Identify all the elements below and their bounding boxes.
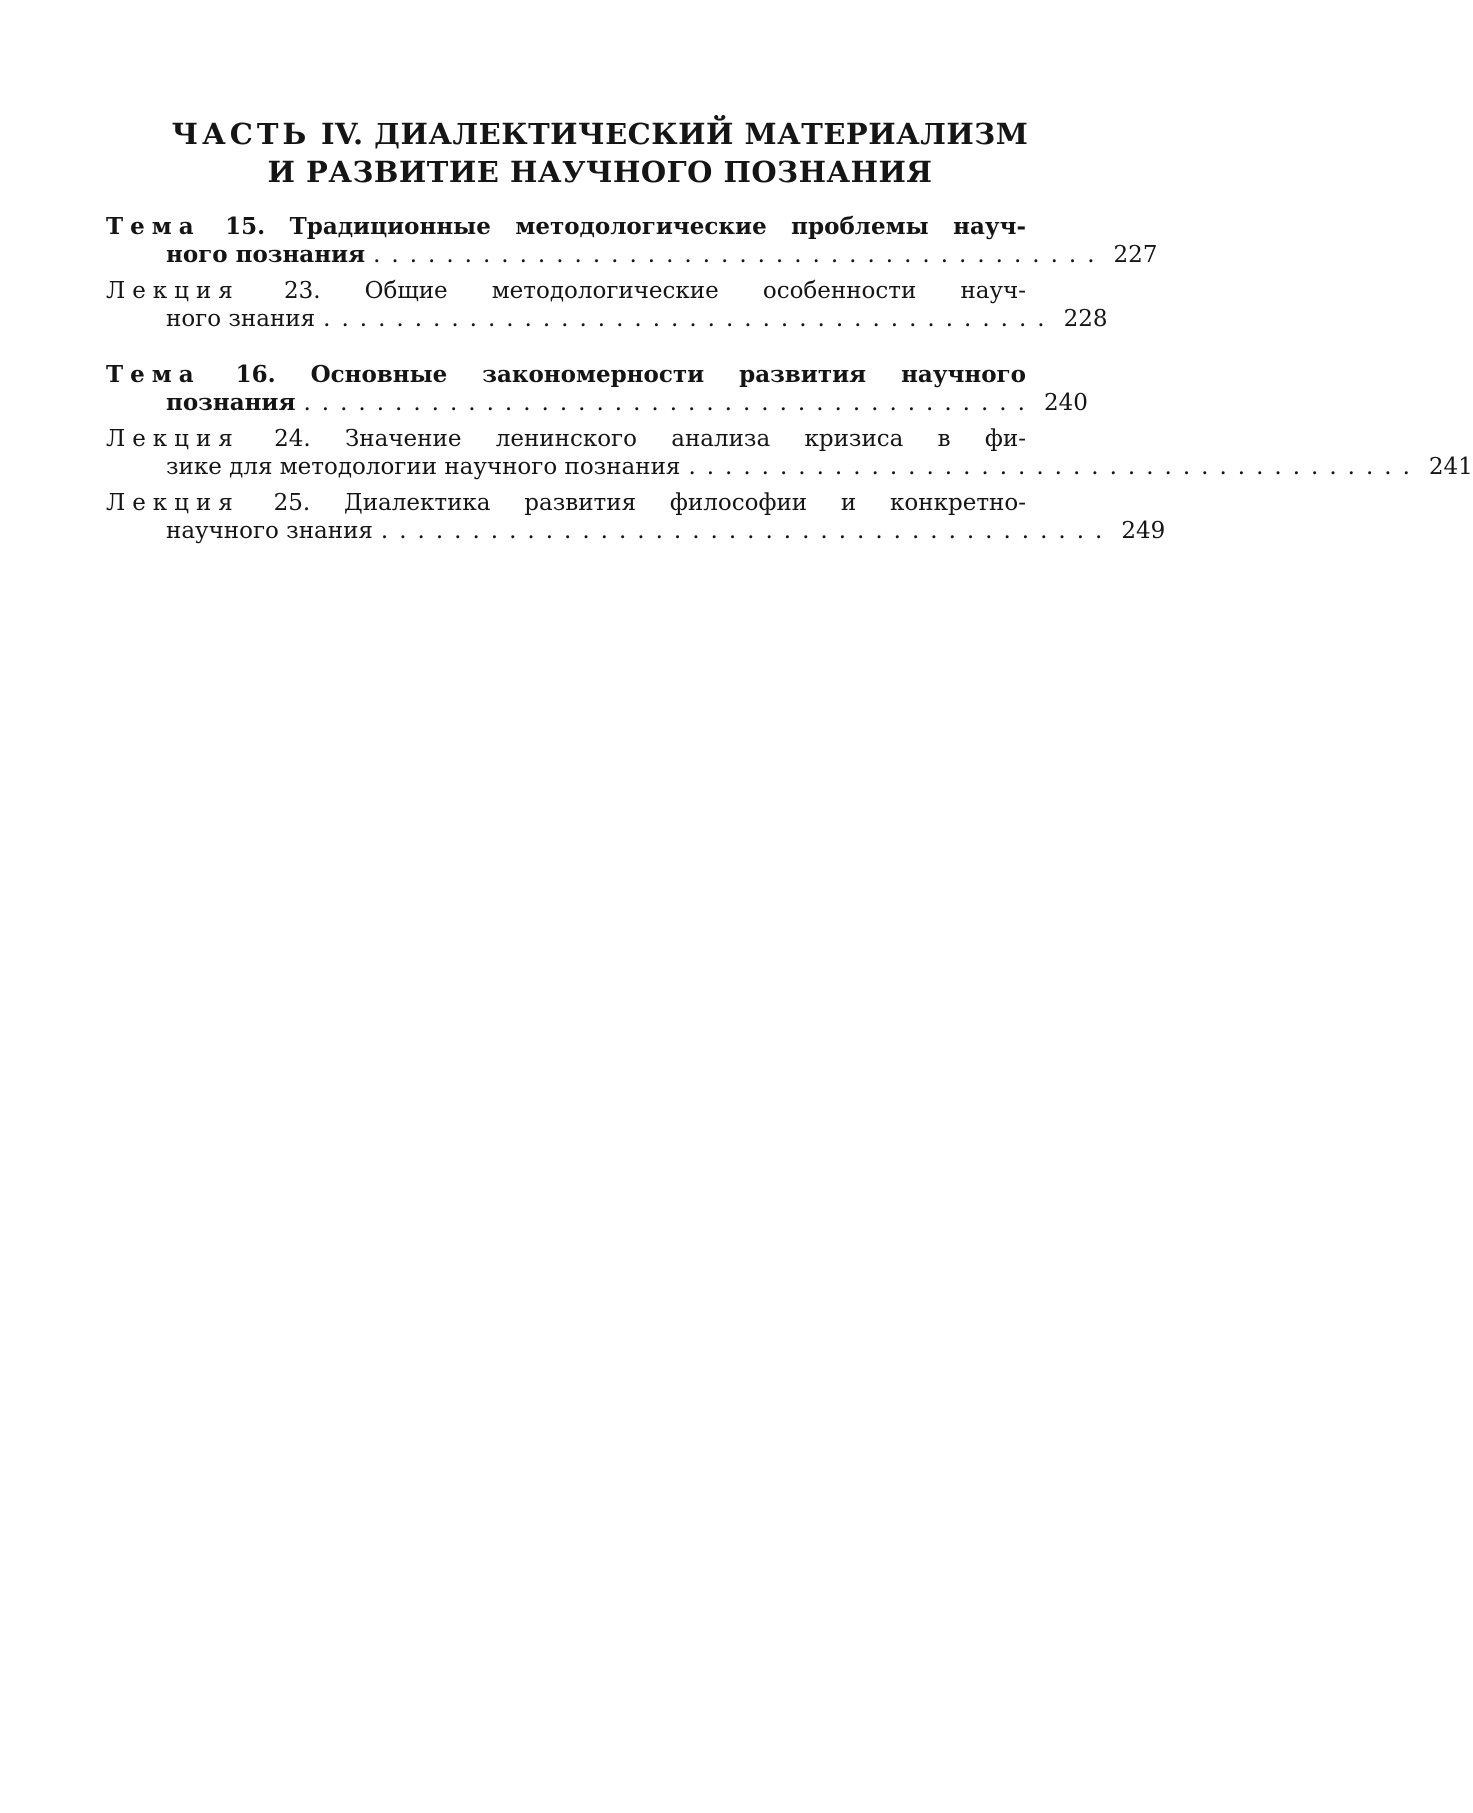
- toc-entry-line-1: [106, 424, 1086, 454]
- page-number: 249: [1121, 518, 1166, 544]
- page-number: 240: [1043, 390, 1088, 416]
- dot-leader: ........................................: [323, 306, 1056, 332]
- toc-entry-line-1: [106, 276, 1086, 306]
- page-number: 228: [1063, 306, 1108, 332]
- entry-label: Тема: [106, 213, 201, 240]
- toc-entry-lecture-23: [106, 276, 1108, 334]
- dot-leader: ........................................: [373, 242, 1106, 268]
- entry-label: Тема: [106, 361, 201, 388]
- entry-title-continuation: познания: [166, 389, 296, 416]
- entry-label: Лекция: [106, 426, 240, 452]
- part-title-line-2: И РАЗВИТИЕ НАУЧНОГО ПОЗНАНИЯ: [267, 155, 933, 189]
- part-heading: [100, 115, 1100, 191]
- entry-label: Лекция: [106, 278, 240, 304]
- toc-entry-line-1: [106, 360, 1086, 390]
- entry-title-continuation: зике для методологии научного познания: [166, 454, 681, 480]
- toc-entry-line-2: [106, 240, 1158, 270]
- page-number: 227: [1113, 242, 1158, 268]
- toc-entry-lecture-24: [106, 424, 1473, 482]
- entry-title: 25. Диалектика развития философии и конкретно-: [273, 490, 1026, 516]
- page-number: 241: [1428, 454, 1473, 480]
- toc-entry-line-2: [106, 452, 1473, 482]
- entry-title: 15. Традиционные методологические проблемы науч-: [225, 213, 1026, 240]
- toc-entry-line-2: [106, 516, 1166, 546]
- table-of-contents: [106, 212, 1473, 546]
- entry-title: 24. Значение ленинского анализа кризиса в фи-: [274, 426, 1027, 452]
- dot-leader: ........................................: [688, 454, 1421, 480]
- part-title-line-1: IV. ДИАЛЕКТИЧЕСКИЙ МАТЕРИАЛИЗМ: [320, 117, 1029, 151]
- entry-title-continuation: ного знания: [166, 306, 316, 332]
- entry-label: Лекция: [106, 490, 240, 516]
- toc-entry-line-2: [106, 304, 1108, 334]
- entry-title: 16. Основные закономерности развития научного: [235, 361, 1026, 388]
- dot-leader: ........................................: [303, 390, 1036, 416]
- toc-entry-line-1: [106, 212, 1086, 242]
- part-label: ЧАСТЬ: [171, 117, 311, 151]
- dot-leader: ........................................: [380, 518, 1114, 544]
- toc-entry-lecture-25: [106, 488, 1166, 546]
- toc-entry-topic-16: [106, 360, 1086, 418]
- part-heading-line-1: [100, 115, 1100, 153]
- toc-entry-line-2: [106, 388, 1086, 418]
- toc-entry-topic-15: [106, 212, 1158, 270]
- entry-title-continuation: ного познания: [166, 241, 366, 268]
- toc-entry-line-1: [106, 488, 1086, 518]
- entry-title-continuation: научного знания: [166, 518, 373, 544]
- entry-title: 23. Общие методологические особенности науч-: [283, 278, 1026, 304]
